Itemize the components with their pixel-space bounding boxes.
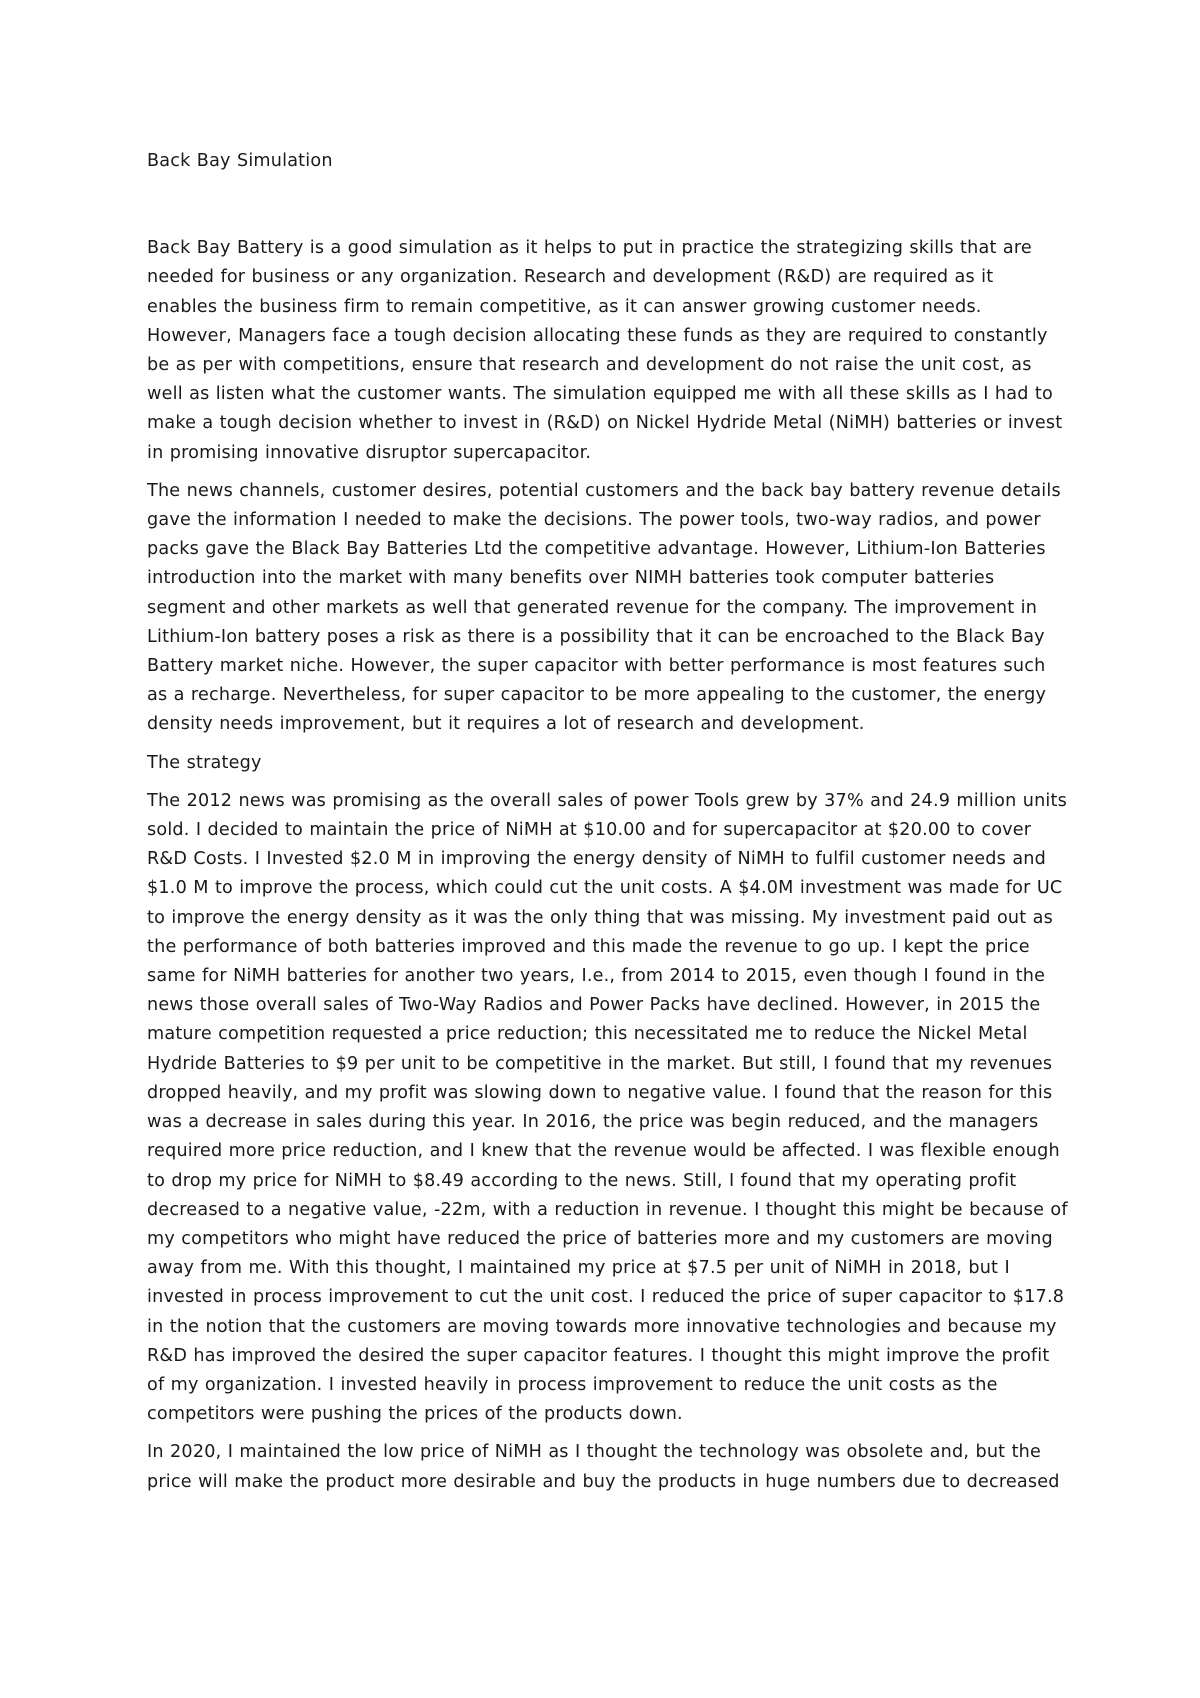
document-body bbox=[147, 147, 1069, 1506]
strategy-paragraph-1: The 2012 news was promising as the overall sales of power Tools grew by 37% and 24.9 million units sold. I decided to maintain the price of NiMH at $10.00 and for supercapacitor at $20.00 to cover R&D Costs. I Invested $2.0 M in improving the energy density of NiMH to fulfil customer needs and $1.0 M to improve the process, which could cut the unit costs. A $4.0M investment was made for UC to improve the energy density as it was the only thing that was missing. My investment paid out as the performance of both batteries improved and this made the revenue to go up. I kept the price same for NiMH batteries for another two years, I.e., from 2014 to 2015, even though I found in the news those overall sales of Two-Way Radios and Power Packs have declined. However, in 2015 the mature competition requested a price reduction; this necessitated me to reduce the Nickel Metal Hydride Batteries to $9 per unit to be competitive in the market. But still, I found that my revenues dropped heavily, and my profit was slowing down to negative value. I found that the reason for this was a decrease in sales during this year. In 2016, the price was begin reduced, and the managers required more price reduction, and I knew that the revenue would be affected. I was flexible enough to drop my price for NiMH to $8.49 according to the news. Still, I found that my operating profit decreased to a negative value, -22m, with a reduction in revenue. I thought this might be because of my competitors who might have reduced the price of batteries more and my customers are moving away from me. With this thought, I maintained my price at $7.5 per unit of NiMH in 2018, but I invested in process improvement to cut the unit cost. I reduced the price of super capacitor to $17.8 in the notion that the customers are moving towards more innovative technologies and because my R&D has improved the desired the super capacitor features. I thought this might improve the profit of my organization. I invested heavily in process improvement to reduce the unit costs as the competitors were pushing the prices of the products down. bbox=[147, 790, 1068, 1425]
document-title: Back Bay Simulation bbox=[147, 151, 333, 171]
strategy-paragraph-2: In 2020, I maintained the low price of NiMH as I thought the technology was obsolete and, but the price will make the product more desirable and buy the products in huge numbers due to decreased bbox=[147, 1442, 1060, 1492]
intro-paragraph-2: The news channels, customer desires, potential customers and the back bay battery revenue details gave the information I needed to make the decisions. The power tools, two-way radios, and power packs gave the Black Bay Batteries Ltd the competitive advantage. However, Lithium-Ion Batteries introduction into the market with many benefits over NIMH batteries took computer batteries segment and other markets as well that generated revenue for the company. The improvement in Lithium-Ion battery poses a risk as there is a possibility that it can be encroached to the Black Bay Battery market niche. However, the super capacitor with better performance is most features such as a recharge. Nevertheless, for super capacitor to be more appealing to the customer, the energy density needs improvement, but it requires a lot of research and development. bbox=[147, 480, 1061, 735]
intro-paragraph-1: Back Bay Battery is a good simulation as it helps to put in practice the strategizing skills that are needed for business or any organization. Research and development (R&D) are required as it enables the business firm to remain competitive, as it can answer growing customer needs. However, Managers face a tough decision allocating these funds as they are required to constantly be as per with competitions, ensure that research and development do not raise the unit cost, as well as listen what the customer wants. The simulation equipped me with all these skills as I had to make a tough decision whether to invest in (R&D) on Nickel Hydride Metal (NiMH) batteries or invest in promising innovative disruptor supercapacitor. bbox=[147, 238, 1063, 463]
strategy-heading: The strategy bbox=[147, 752, 262, 773]
